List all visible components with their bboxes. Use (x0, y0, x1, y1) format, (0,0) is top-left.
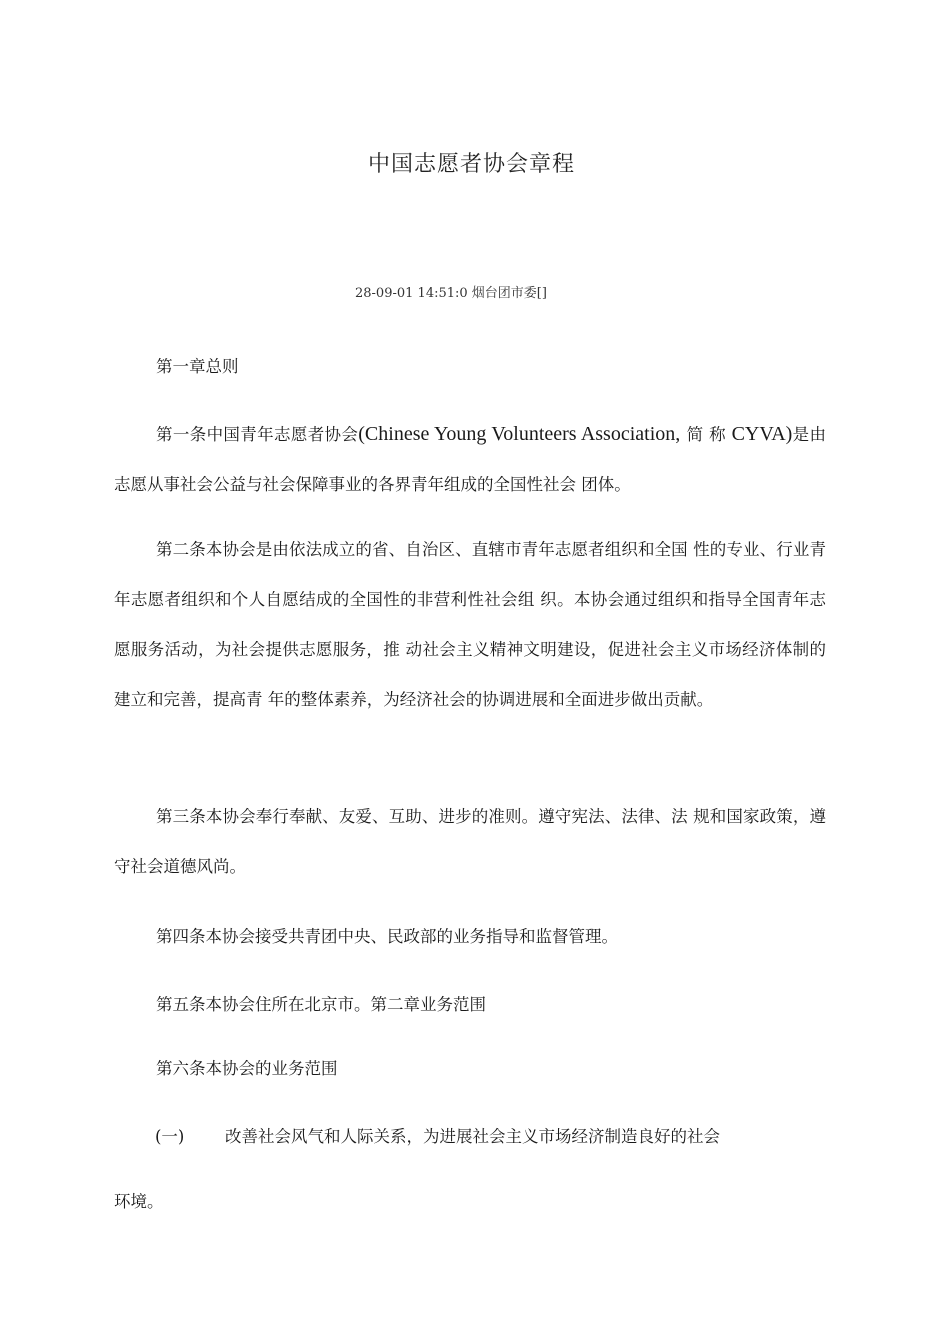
document-title: 中国志愿者协会章程 (367, 152, 575, 177)
article-1-prefix: 第一条中国青年志愿者协会 (156, 425, 359, 444)
article-3: 第三条本协会奉行奉献、友爱、互助、进步的准则。遵守宪法、法律、法 规和国家政策，遵守社会道德风尚。 (114, 807, 826, 876)
article-1 (114, 409, 826, 510)
article-5: 第五条本协会住所在北京市。第二章业务范围 (156, 995, 486, 1014)
article-1-latin-abbr: CYVA) (731, 423, 793, 445)
article-4: 第四条本协会接受共青团中央、民政部的业务指导和监督管理。 (156, 927, 618, 946)
article-1-suffix: 是由志愿从事社会公益与社会保障事业的各界青年组成的全国性社会 团体。 (114, 425, 827, 494)
article-1-latin: (Chinese Young Volunteers Association, (358, 423, 681, 445)
list-item (155, 1125, 720, 1149)
article-1-middle: 简 称 (686, 425, 726, 444)
chapter-heading: 第一章总则 (156, 357, 239, 376)
article-2: 第二条本协会是由依法成立的省、自治区、直辖市青年志愿者组织和全国 性的专业、行业青年志愿者组织和个人自愿结成的全国性的非营利性社会组 织。本协会通过组织和指导全国青年志愿服务活动，为社会提供志愿服务，推 动社会主义精神文明建设，促进社会主义市场经济体制的建立和完善，提高青 年的整体素养，为经济社会的协调进展和全面进步做出贡献。 (114, 540, 826, 709)
article-6: 第六条本协会的业务范围 (156, 1059, 338, 1078)
list-item-marker: (一) (155, 1127, 185, 1146)
list-item-text: 改善社会风气和人际关系，为进展社会主义市场经济制造良好的社会 (225, 1127, 720, 1146)
document-meta: 28-09-01 14:51:0 烟台团市委[] (355, 286, 547, 301)
list-item-continuation: 环境。 (114, 1192, 164, 1211)
